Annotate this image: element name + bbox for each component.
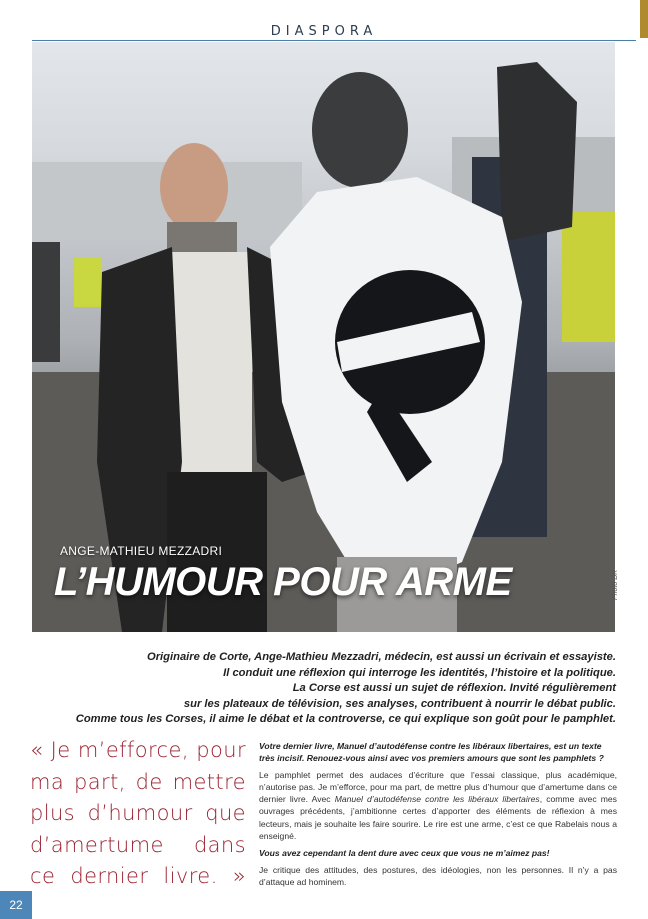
- man-shirt: [172, 252, 252, 482]
- intro-line: Il conduit une réflexion qui interroge les identités, l’histoire et la politique.: [223, 666, 616, 679]
- pull-quote-word: mettre: [172, 769, 246, 794]
- man-head: [160, 143, 228, 231]
- pull-quote-word: Je: [50, 738, 71, 762]
- pull-quote-word: ma: [30, 769, 65, 794]
- book-title: Manuel d’autodéfense contre les libéraux libertaires: [334, 794, 540, 805]
- pull-quote-word: plus: [30, 801, 76, 825]
- bg-vest-1: [74, 257, 102, 307]
- pull-quote-line: [30, 798, 246, 830]
- bg-vest-2: [562, 212, 615, 342]
- interview-answer: [259, 769, 617, 842]
- intro-line: Originaire de Corte, Ange-Mathieu Mezzadri, médecin, est aussi un écrivain et essayiste.: [147, 651, 616, 663]
- pull-quote-word: dernier: [70, 864, 149, 888]
- intro-paragraph: [30, 650, 616, 728]
- pull-quote-word: de: [135, 769, 163, 794]
- bg-person-1: [32, 242, 60, 362]
- pull-quote-word: que: [205, 801, 246, 825]
- pull-quote-word: ce: [30, 864, 56, 888]
- pull-quote-line: [30, 767, 246, 799]
- pull-quote-word: livre.: [163, 864, 218, 888]
- pull-quote-word: «: [30, 738, 44, 762]
- intro-line: sur les plateaux de télévision, ses analyses, contribuent à nourrir le débat public.: [183, 697, 616, 710]
- pull-quote-word: dans: [193, 832, 246, 857]
- pull-quote-word: part,: [74, 769, 126, 794]
- intro-line: La Corse est aussi un sujet de réflexion. Invité régulièrement: [292, 682, 616, 695]
- hero-photo: [32, 42, 615, 632]
- article-body: [259, 740, 617, 893]
- page-number: 22: [0, 891, 32, 919]
- answer-text: , comme avec mes ouvrages précédents, j’ambitionne certes d’apporter des éléments de réflexion à mes lecteurs, mais je souhaite les faire sourire. Le rire est une arme, c’est ce que Rabelais nous a enseigné.: [259, 794, 617, 841]
- answer-text: Le pamphlet permet des audaces d’écriture que l’essai classique, plus académique, n’autorise pas. Je m’efforce, pour ma part, de mettre plus d’humour que d’amertume dans ce dernier livre. Avec: [259, 770, 617, 805]
- pull-quote-word: »: [232, 864, 246, 888]
- raised-arm: [497, 62, 577, 242]
- interview-question: Votre dernier livre, Manuel d’autodéfense contre les libéraux libertaires, est un texte très incisif. Renouez-vous ainsi avec vos premiers amours que sont les pamphlets ?: [259, 741, 604, 764]
- photo-credit: Photo DR: [612, 569, 619, 600]
- article-title: L’HUMOUR POUR ARME: [54, 560, 512, 604]
- hood: [312, 72, 408, 188]
- interview-answer: Je critique des attitudes, des postures, des idéologies, non les personnes. Il n’y a pas d’attaque ad hominem.: [259, 864, 617, 887]
- intro-line: Comme tous les Corses, il aime le débat et la controverse, ce qui explique son goût pour le pamphlet.: [75, 713, 616, 726]
- pull-quote-line: [30, 830, 246, 862]
- article-kicker: ANGE-MATHIEU MEZZADRI: [60, 544, 223, 558]
- pull-quote: [30, 735, 246, 893]
- pull-quote-word: d’amertume: [30, 832, 164, 857]
- pull-quote-word: d’humour: [87, 801, 193, 825]
- pull-quote-word: pour: [196, 738, 246, 762]
- top-rule: [32, 40, 636, 41]
- pull-quote-line: [30, 735, 246, 767]
- pull-quote-line: [30, 861, 246, 893]
- interview-question: Vous avez cependant la dent dure avec ceux que vous ne m’aimez pas!: [259, 847, 550, 858]
- pull-quote-word: m’efforce,: [77, 738, 189, 762]
- section-label: DIASPORA: [270, 24, 378, 39]
